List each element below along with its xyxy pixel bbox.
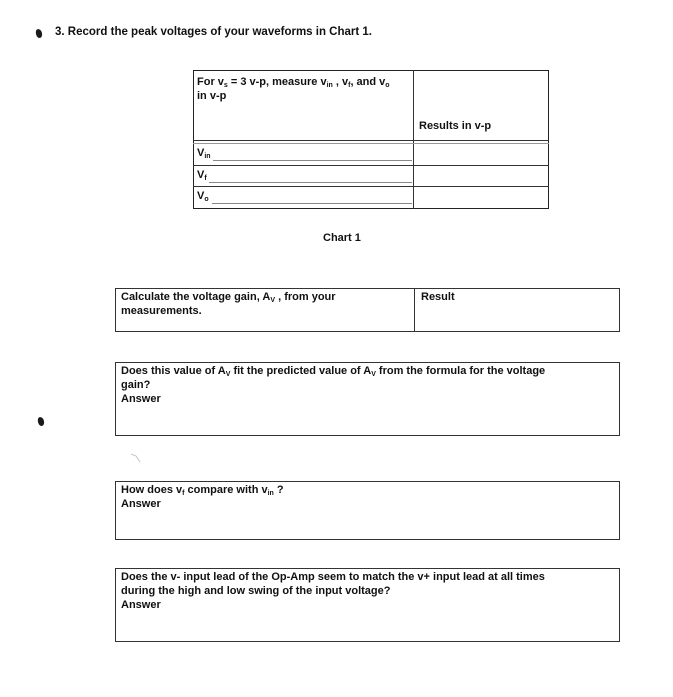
lead-question-line2: during the high and low swing of the input voltage? (121, 585, 391, 597)
bullet-mark-middle (37, 416, 45, 426)
vo-result-cell[interactable] (414, 187, 548, 208)
row-label-vo: $V_o$ (197, 190, 209, 203)
gain-prompt-line1: Calculate the voltage gain, $A_V$ , from your (121, 291, 336, 304)
gain-result-field[interactable] (416, 306, 618, 330)
chart-header-divider (193, 140, 549, 141)
predicted-gain-answer-field[interactable] (117, 408, 618, 434)
chart-caption: Chart 1 (323, 232, 361, 244)
lead-answer-field[interactable] (117, 614, 618, 640)
chart-header-label: For $v_s = 3$ v-p, measure $v_{in}$ , $v_f$, and $v_o$ (197, 76, 390, 89)
vin-value-line[interactable] (213, 160, 412, 161)
chart-header-unit: in v-p (197, 90, 227, 102)
row-label-vf: $V_f$ (197, 169, 207, 182)
predicted-gain-answer-label: Answer (121, 393, 161, 405)
predicted-gain-question-line1: Does this value of $A_V$ fit the predicted value of $A_V$ from the formula for the voltage (121, 365, 546, 378)
bullet-mark-top (35, 28, 43, 38)
compare-answer-field[interactable] (117, 513, 618, 538)
compare-answer-label: Answer (121, 498, 161, 510)
vf-result-cell[interactable] (414, 166, 548, 186)
gain-prompt-line2: measurements. (121, 305, 202, 317)
vf-value-line[interactable] (209, 182, 412, 183)
gain-result-label: Result (421, 291, 455, 303)
compare-question-line1: How does $v_f$ compare with $v_{in}$ ? (121, 484, 284, 497)
question-heading (55, 26, 372, 38)
predicted-gain-question-line2: gain? (121, 379, 151, 391)
gain-box-divider (414, 288, 415, 332)
chart-results-header: Results in v-p (419, 120, 492, 132)
lead-answer-label: Answer (121, 599, 161, 611)
row-label-vin: $V_{in}$ (197, 147, 211, 160)
stray-mark-icon (130, 452, 142, 464)
question-number: 3. (55, 26, 65, 38)
vin-result-cell[interactable] (414, 144, 548, 165)
question-text: Record the peak voltages of your waveforms in Chart 1. (67, 26, 372, 38)
vo-value-line[interactable] (212, 203, 412, 204)
lead-question-line1: Does the v- input lead of the Op-Amp seem to match the v+ input lead at all times (121, 571, 545, 583)
